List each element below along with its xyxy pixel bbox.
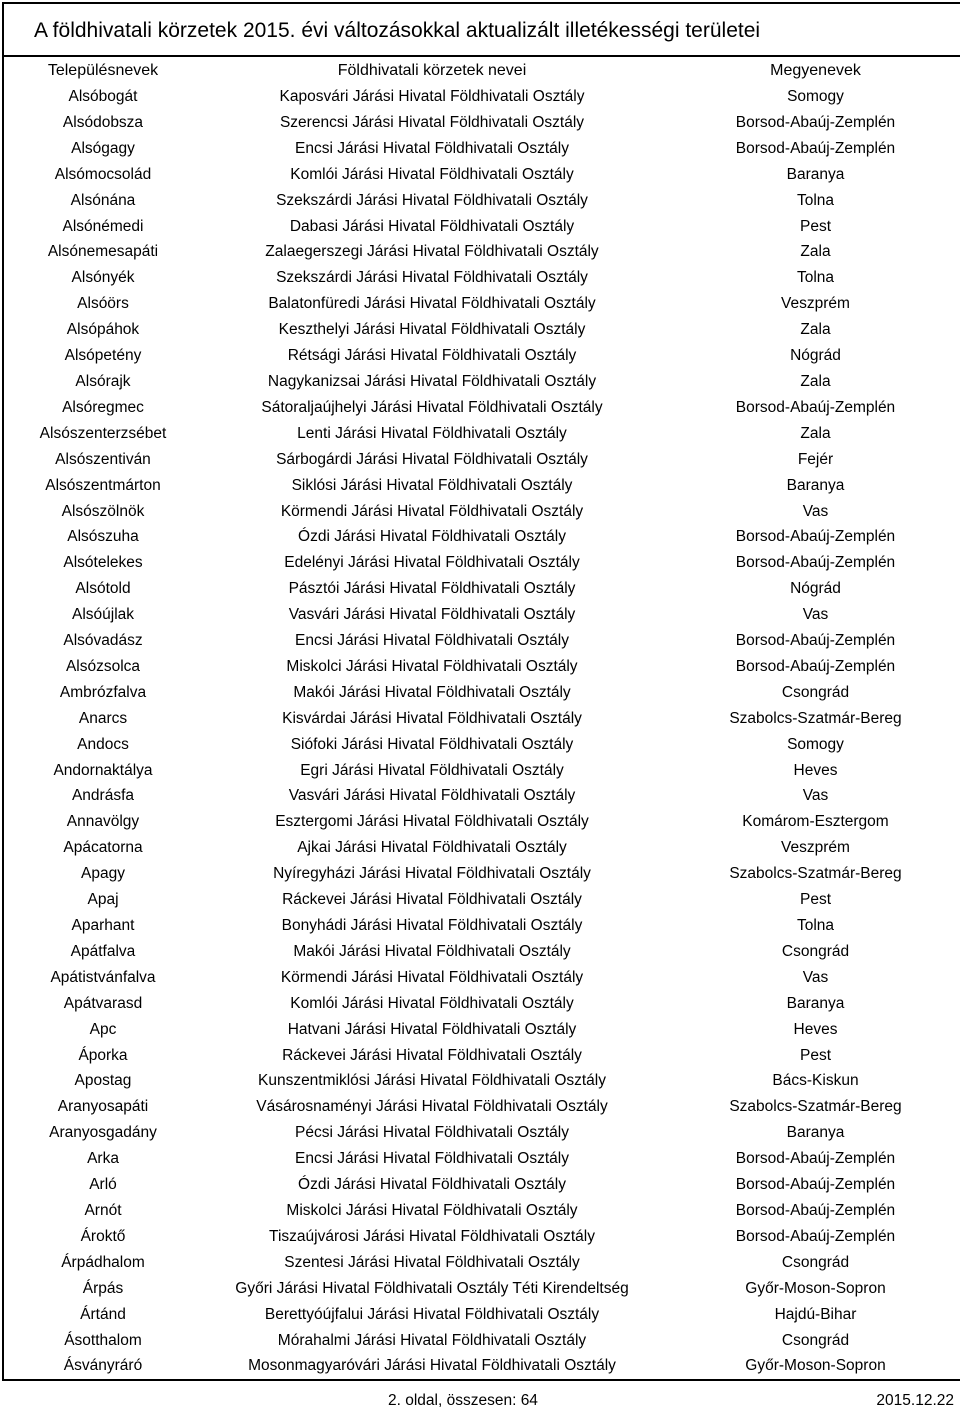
settlement-cell: Árpás <box>82 1279 124 1297</box>
county-cell: Borsod-Abaúj-Zemplén <box>735 657 896 675</box>
office-cell: Esztergomi Járási Hivatal Földhivatali Osztály <box>275 813 589 831</box>
settlement-cell: Alsópetény <box>64 347 142 365</box>
settlement-cell: Andornaktálya <box>53 761 153 779</box>
table-row <box>4 758 960 784</box>
table-row <box>4 84 960 110</box>
office-cell: Makói Járási Hivatal Földhivatali Osztály <box>293 942 571 960</box>
settlement-cell: Apc <box>89 1020 117 1038</box>
office-cell: Miskolci Járási Hivatal Földhivatali Osztály <box>286 657 578 675</box>
header-county: Megyenevek <box>770 62 861 79</box>
county-cell: Csongrád <box>781 1331 850 1349</box>
table-row <box>4 1250 960 1276</box>
jurisdiction-table <box>4 57 960 1379</box>
settlement-cell: Alsódobsza <box>62 113 144 131</box>
table-row <box>4 1068 960 1094</box>
table-row <box>4 1276 960 1302</box>
table-row <box>4 732 960 758</box>
county-cell: Szabolcs-Szatmár-Bereg <box>729 1098 902 1116</box>
county-cell: Borsod-Abaúj-Zemplén <box>735 1227 896 1245</box>
office-cell: Ráckevei Járási Hivatal Földhivatali Osztály <box>282 891 582 909</box>
county-cell: Szabolcs-Szatmár-Bereg <box>729 709 902 727</box>
office-cell: Ráckevei Járási Hivatal Földhivatali Osztály <box>282 1046 582 1064</box>
county-cell: Komárom-Esztergom <box>742 813 889 831</box>
county-cell: Csongrád <box>781 683 850 701</box>
office-cell: Siófoki Járási Hivatal Földhivatali Osztály <box>290 735 574 753</box>
settlement-cell: Apostag <box>74 1072 132 1090</box>
office-cell: Miskolci Járási Hivatal Földhivatali Osztály <box>286 1201 578 1219</box>
settlement-cell: Alsómocsolád <box>54 165 152 183</box>
table-row <box>4 343 960 369</box>
settlement-cell: Ártánd <box>80 1305 126 1323</box>
office-cell: Pécsi Járási Hivatal Földhivatali Osztály <box>295 1124 569 1142</box>
office-cell: Nagykanizsai Járási Hivatal Földhivatali Osztály <box>267 372 597 390</box>
settlement-cell: Alsógagy <box>71 139 135 157</box>
settlement-cell: Alsónána <box>70 191 136 209</box>
table-row <box>4 1302 960 1328</box>
county-cell: Pest <box>799 891 831 909</box>
office-cell: Zalaegerszegi Járási Hivatal Földhivatali Osztály <box>265 243 599 261</box>
office-cell: Kisvárdai Járási Hivatal Földhivatali Osztály <box>282 709 582 727</box>
document-title: A földhivatali körzetek 2015. évi változásokkal aktualizált illetékességi területei <box>4 4 960 57</box>
settlement-cell: Alsóregmec <box>62 398 144 416</box>
table-row <box>4 214 960 240</box>
office-cell: Keszthelyi Járási Hivatal Földhivatali Osztály <box>278 321 586 339</box>
table-row <box>4 835 960 861</box>
settlement-cell: Apátistvánfalva <box>50 968 156 986</box>
settlement-cell: Alsószölnök <box>61 502 145 520</box>
county-cell: Vas <box>802 606 829 624</box>
office-cell: Ajkai Járási Hivatal Földhivatali Osztály <box>297 839 567 857</box>
table-row <box>4 1328 960 1354</box>
county-cell: Heves <box>793 761 838 779</box>
table-row <box>4 136 960 162</box>
office-cell: Encsi Járási Hivatal Földhivatali Osztály <box>295 139 569 157</box>
county-cell: Baranya <box>786 476 845 494</box>
settlement-cell: Alsórajk <box>75 372 131 390</box>
county-cell: Baranya <box>786 1124 845 1142</box>
county-cell: Vas <box>802 968 829 986</box>
office-cell: Nyíregyházi Járási Hivatal Földhivatali Osztály <box>273 865 591 883</box>
table-row <box>4 913 960 939</box>
office-cell: Szekszárdi Járási Hivatal Földhivatali Osztály <box>276 269 588 287</box>
table-row <box>4 680 960 706</box>
table-row <box>4 395 960 421</box>
county-cell: Borsod-Abaúj-Zemplén <box>735 1176 896 1194</box>
county-cell: Veszprém <box>781 295 850 313</box>
county-cell: Vas <box>802 787 829 805</box>
office-cell: Sátoraljaújhelyi Járási Hivatal Földhivatali Osztály <box>261 398 603 416</box>
county-cell: Pest <box>799 1046 831 1064</box>
settlement-cell: Arló <box>89 1176 117 1194</box>
office-cell: Mosonmagyaróvári Járási Hivatal Földhivatali Osztály <box>248 1357 616 1375</box>
office-cell: Ózdi Járási Hivatal Földhivatali Osztály <box>298 528 566 546</box>
table-row <box>4 628 960 654</box>
settlement-cell: Alsószentmárton <box>45 476 161 494</box>
settlement-cell: Andocs <box>77 735 129 753</box>
county-cell: Zala <box>800 321 831 339</box>
settlement-cell: Alsónemesapáti <box>47 243 159 261</box>
county-cell: Borsod-Abaúj-Zemplén <box>735 554 896 572</box>
table-row <box>4 369 960 395</box>
office-cell: Győri Járási Hivatal Földhivatali Osztály Téti Kirendeltség <box>235 1279 629 1297</box>
settlement-cell: Aranyosapáti <box>57 1098 149 1116</box>
county-cell: Fejér <box>797 450 834 468</box>
county-cell: Borsod-Abaúj-Zemplén <box>735 113 896 131</box>
office-cell: Encsi Járási Hivatal Földhivatali Osztály <box>295 1150 569 1168</box>
county-cell: Borsod-Abaúj-Zemplén <box>735 1201 896 1219</box>
table-row <box>4 239 960 265</box>
settlement-cell: Arnót <box>84 1201 122 1219</box>
office-cell: Bonyhádi Járási Hivatal Földhivatali Osztály <box>281 917 583 934</box>
office-cell: Szentesi Járási Hivatal Földhivatali Osztály <box>284 1253 580 1271</box>
county-cell: Borsod-Abaúj-Zemplén <box>735 528 896 546</box>
settlement-cell: Ásotthalom <box>64 1331 142 1349</box>
table-row <box>4 861 960 887</box>
county-cell: Győr-Moson-Sopron <box>745 1279 886 1297</box>
table-row <box>4 887 960 913</box>
table-row <box>4 1120 960 1146</box>
table-row <box>4 162 960 188</box>
county-cell: Somogy <box>787 88 844 105</box>
table-row <box>4 447 960 473</box>
county-cell: Somogy <box>787 735 844 753</box>
settlement-cell: Apácatorna <box>63 839 143 857</box>
table-row <box>4 965 960 991</box>
table-body <box>4 84 960 1379</box>
table-row <box>4 1146 960 1172</box>
table-row <box>4 1353 960 1379</box>
table-row <box>4 654 960 680</box>
settlement-cell: Ambrózfalva <box>59 683 147 701</box>
table-row <box>4 1198 960 1224</box>
county-cell: Tolna <box>796 269 835 287</box>
page-footer <box>0 1392 960 1414</box>
county-cell: Baranya <box>786 994 845 1012</box>
table-row <box>4 499 960 525</box>
settlement-cell: Apátfalva <box>70 942 136 960</box>
table-row <box>4 1172 960 1198</box>
settlement-cell: Alsónémedi <box>62 217 144 235</box>
office-cell: Körmendi Járási Hivatal Földhivatali Osztály <box>280 502 584 520</box>
table-row <box>4 291 960 317</box>
office-cell: Komlói Járási Hivatal Földhivatali Osztály <box>290 994 574 1012</box>
office-cell: Makói Járási Hivatal Földhivatali Osztály <box>293 683 571 701</box>
settlement-cell: Aparhant <box>71 917 135 934</box>
table-row <box>4 576 960 602</box>
county-cell: Borsod-Abaúj-Zemplén <box>735 398 896 416</box>
table-row <box>4 265 960 291</box>
county-cell: Csongrád <box>781 1253 850 1271</box>
county-cell: Bács-Kiskun <box>772 1072 859 1090</box>
table-row <box>4 550 960 576</box>
office-cell: Hatvani Járási Hivatal Földhivatali Osztály <box>287 1020 577 1038</box>
settlement-cell: Annavölgy <box>66 813 140 831</box>
document-date: 2015.12.22 <box>876 1392 954 1409</box>
settlement-cell: Alsózsolca <box>65 657 141 675</box>
county-cell: Csongrád <box>781 942 850 960</box>
settlement-cell: Ásványráró <box>63 1357 143 1375</box>
table-row <box>4 991 960 1017</box>
office-cell: Körmendi Járási Hivatal Földhivatali Osztály <box>280 968 584 986</box>
office-cell: Szerencsi Járási Hivatal Földhivatali Osztály <box>279 113 585 131</box>
office-cell: Lenti Járási Hivatal Földhivatali Osztály <box>297 424 567 442</box>
settlement-cell: Alsótold <box>75 580 131 598</box>
settlement-cell: Alsóörs <box>77 295 129 313</box>
county-cell: Tolna <box>796 191 835 209</box>
table-header-row <box>4 57 960 84</box>
county-cell: Pest <box>799 217 831 235</box>
county-cell: Borsod-Abaúj-Zemplén <box>735 632 896 650</box>
table-row <box>4 783 960 809</box>
settlement-cell: Árpádhalom <box>61 1253 145 1271</box>
table-row <box>4 188 960 214</box>
county-cell: Tolna <box>796 917 835 934</box>
county-cell: Vas <box>802 502 829 520</box>
office-cell: Vásárosnaményi Járási Hivatal Földhivatali Osztály <box>256 1098 608 1116</box>
county-cell: Nógrád <box>790 580 841 598</box>
office-cell: Vasvári Járási Hivatal Földhivatali Osztály <box>288 787 576 805</box>
office-cell: Balatonfüredi Járási Hivatal Földhivatali Osztály <box>268 295 596 313</box>
table-row <box>4 1224 960 1250</box>
settlement-cell: Alsószenterzsébet <box>39 424 167 442</box>
settlement-cell: Aranyosgadány <box>49 1124 157 1142</box>
table-row <box>4 421 960 447</box>
settlement-cell: Alsóvadász <box>63 632 143 650</box>
county-cell: Borsod-Abaúj-Zemplén <box>735 1150 896 1168</box>
county-cell: Zala <box>800 372 831 390</box>
office-cell: Encsi Járási Hivatal Földhivatali Osztály <box>295 632 569 650</box>
office-cell: Egri Járási Hivatal Földhivatali Osztály <box>300 761 564 779</box>
table-row <box>4 317 960 343</box>
settlement-cell: Apagy <box>81 865 125 883</box>
header-settlement: Településnevek <box>47 62 159 79</box>
office-cell: Tiszaújvárosi Járási Hivatal Földhivatali Osztály <box>269 1227 595 1245</box>
office-cell: Vasvári Járási Hivatal Földhivatali Osztály <box>288 606 576 624</box>
office-cell: Dabasi Járási Hivatal Földhivatali Osztály <box>289 217 575 235</box>
office-cell: Berettyóújfalui Járási Hivatal Földhivatali Osztály <box>264 1305 600 1323</box>
settlement-cell: Alsószentiván <box>55 450 151 468</box>
table-row <box>4 1017 960 1043</box>
settlement-cell: Alsószuha <box>67 528 139 546</box>
county-cell: Baranya <box>786 165 845 183</box>
table-row <box>4 939 960 965</box>
office-cell: Kunszentmiklósi Járási Hivatal Földhivatali Osztály <box>257 1072 607 1090</box>
office-cell: Szekszárdi Járási Hivatal Földhivatali Osztály <box>276 191 588 209</box>
header-office: Földhivatali körzetek nevei <box>337 62 527 79</box>
document-table-frame <box>2 2 960 1381</box>
table-row <box>4 809 960 835</box>
office-cell: Pásztói Járási Hivatal Földhivatali Osztály <box>288 580 576 598</box>
office-cell: Sárbogárdi Járási Hivatal Földhivatali Osztály <box>276 450 588 468</box>
county-cell: Győr-Moson-Sopron <box>745 1357 886 1375</box>
county-cell: Nógrád <box>790 347 841 365</box>
county-cell: Veszprém <box>781 839 850 857</box>
county-cell: Borsod-Abaúj-Zemplén <box>735 139 896 157</box>
table-row <box>4 1094 960 1120</box>
county-cell: Heves <box>793 1020 838 1038</box>
settlement-cell: Apaj <box>87 891 119 909</box>
office-cell: Kaposvári Járási Hivatal Földhivatali Osztály <box>279 88 585 105</box>
table-row <box>4 473 960 499</box>
county-cell: Zala <box>800 424 831 442</box>
office-cell: Siklósi Járási Hivatal Földhivatali Osztály <box>291 476 573 494</box>
page-number: 2. oldal, összesen: 64 <box>388 1392 538 1409</box>
table-row <box>4 602 960 628</box>
county-cell: Szabolcs-Szatmár-Bereg <box>729 865 902 883</box>
office-cell: Ózdi Járási Hivatal Földhivatali Osztály <box>298 1176 566 1194</box>
office-cell: Rétsági Járási Hivatal Földhivatali Osztály <box>287 347 577 365</box>
table-row <box>4 706 960 732</box>
settlement-cell: Arka <box>87 1150 119 1168</box>
settlement-cell: Alsóbogát <box>68 88 138 105</box>
settlement-cell: Áporka <box>78 1046 128 1064</box>
table-row <box>4 110 960 136</box>
settlement-cell: Alsóújlak <box>71 606 135 624</box>
office-cell: Edelényi Járási Hivatal Földhivatali Osztály <box>284 554 580 572</box>
settlement-cell: Alsótelekes <box>63 554 143 572</box>
county-cell: Hajdú-Bihar <box>774 1305 857 1323</box>
settlement-cell: Alsónyék <box>71 269 135 287</box>
office-cell: Komlói Járási Hivatal Földhivatali Osztály <box>290 165 574 183</box>
settlement-cell: Anarcs <box>78 709 128 727</box>
county-cell: Zala <box>800 243 831 261</box>
settlement-cell: Alsópáhok <box>66 321 140 339</box>
settlement-cell: Ároktő <box>80 1227 126 1245</box>
office-cell: Mórahalmi Járási Hivatal Földhivatali Osztály <box>277 1331 587 1349</box>
table-row <box>4 524 960 550</box>
table-row <box>4 1043 960 1069</box>
settlement-cell: Apátvarasd <box>63 994 143 1012</box>
settlement-cell: Andrásfa <box>71 787 135 805</box>
